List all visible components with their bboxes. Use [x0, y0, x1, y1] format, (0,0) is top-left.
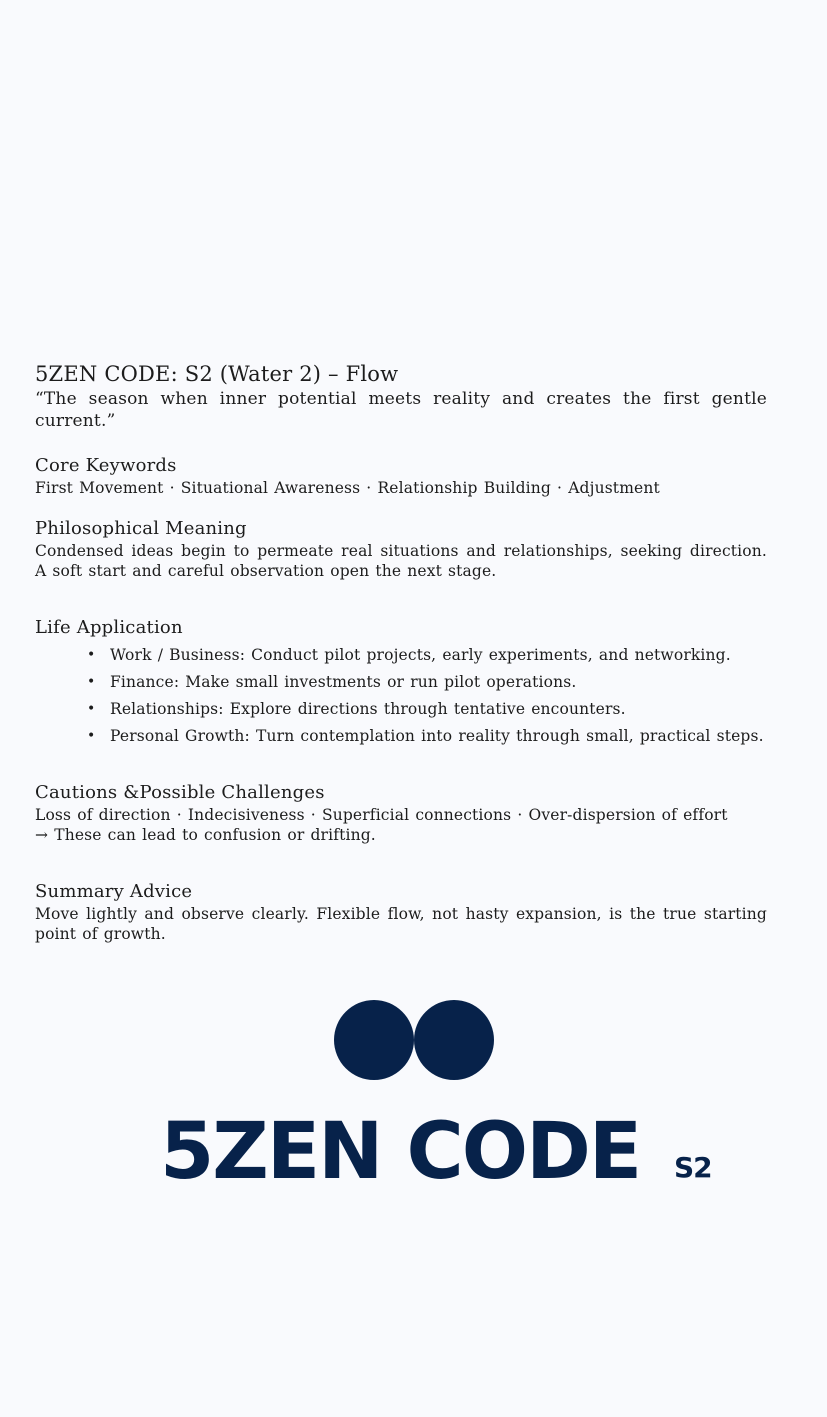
list-item-text: Finance: Make small investments or run pilot operations. [110, 673, 577, 691]
list-item-text: Relationships: Explore directions through tentative encounters. [110, 700, 626, 718]
bullet-icon: • [87, 674, 96, 690]
section-heading: Cautions &Possible Challenges [35, 782, 325, 803]
logo-circle-left-icon [334, 1000, 414, 1080]
section-heading: Philosophical Meaning [35, 518, 247, 539]
logo-code: S2 [674, 1151, 712, 1184]
list-item [87, 723, 767, 750]
section-text: First Movement · Situational Awareness · Relationship Building · Adjustment [35, 479, 660, 497]
section-heading: Life Application [35, 617, 183, 638]
list-item-text: Personal Growth: Turn contemplation into reality through small, practical steps. [110, 727, 764, 745]
bullet-list [35, 642, 767, 750]
logo-wordmark: 5ZEN CODE [160, 1107, 641, 1197]
section-text: Move lightly and observe clearly. Flexible flow, not hasty expansion, is the true starting point of growth. [35, 905, 767, 943]
section-cautions [35, 781, 767, 845]
section-philosophical-meaning [35, 517, 767, 581]
document-title: 5ZEN CODE: S2 (Water 2) – Flow [35, 362, 399, 386]
logo-circle-right-icon [414, 1000, 494, 1080]
list-item [87, 696, 767, 723]
document-quote: “The season when inner potential meets reality and creates the first gentle current.” [35, 389, 767, 431]
list-item [87, 642, 767, 669]
section-text: Loss of direction · Indecisiveness · Superficial connections · Over-dispersion of effort [35, 806, 728, 824]
section-text: Condensed ideas begin to permeate real situations and relationships, seeking direction. A soft start and careful observation open the next stage. [35, 542, 767, 580]
bullet-icon: • [87, 647, 96, 663]
brand-logo [0, 1000, 827, 1200]
list-item [87, 669, 767, 696]
section-text-continued: → These can lead to confusion or drifting. [35, 826, 376, 844]
bullet-icon: • [87, 728, 96, 744]
section-life-application [35, 616, 767, 750]
section-heading: Core Keywords [35, 455, 177, 476]
document-content [35, 360, 767, 944]
section-summary-advice [35, 880, 767, 944]
list-item-text: Work / Business: Conduct pilot projects, early experiments, and networking. [110, 646, 731, 664]
section-heading: Summary Advice [35, 881, 193, 902]
bullet-icon: • [87, 701, 96, 717]
section-core-keywords [35, 454, 767, 498]
